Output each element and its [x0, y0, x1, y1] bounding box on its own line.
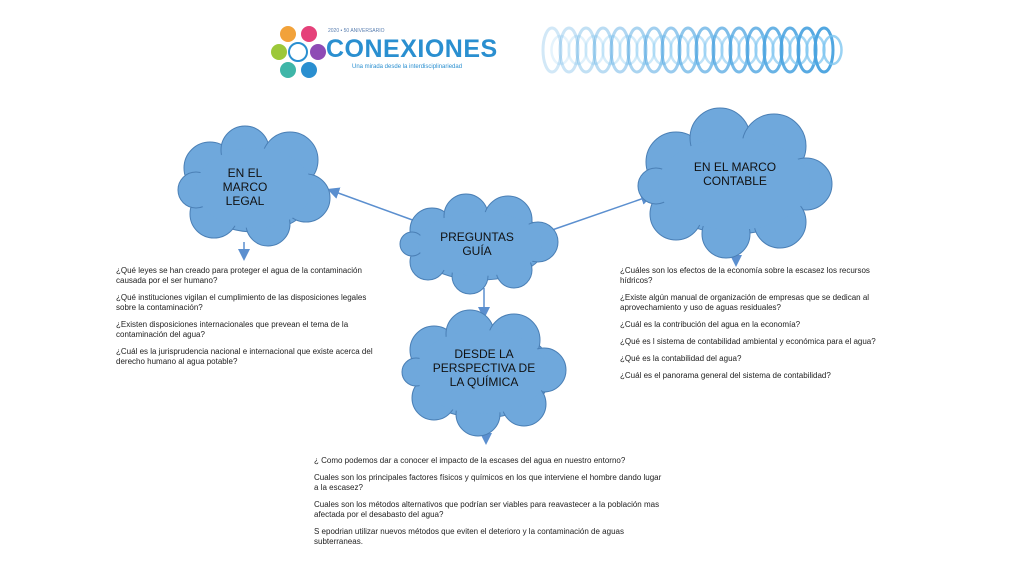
questions-legal [116, 266, 376, 374]
logo-mark-icon [271, 26, 326, 78]
arrow-to-legal [330, 190, 418, 222]
banner-chain-icon [543, 28, 842, 72]
question-item: ¿Existe algún manual de organización de empresas que se dedican al aprovechamiento y uso de aguas residuales? [620, 293, 870, 312]
question-item: ¿Cuál es la jurisprudencia nacional e internacional que existe acerca del derecho humano al agua potable? [116, 347, 373, 366]
logo-anniversary-text: 2020 • 50 ANIVERSARIO [328, 28, 385, 34]
questions-contable [620, 266, 876, 388]
node-guia-label: PREGUNTAS GUÍA [440, 230, 514, 258]
question-item: Cuales son los métodos alternativos que podrían ser viables para reavastecer a la población mas afectada por el desabasto del agua? [314, 500, 660, 519]
question-item: ¿ Como podemos dar a conocer el impacto de la escases del agua en nuestro entorno? [314, 456, 626, 465]
question-item: ¿Qué es la contabilidad del agua? [620, 354, 742, 363]
arrow-to-contable [552, 196, 650, 230]
logo-title: CONEXIONES [326, 35, 498, 63]
questions-quimica [314, 456, 664, 554]
question-item: ¿Cuáles son los efectos de la economía sobre la escasez los recursos hídricos? [620, 266, 870, 285]
question-item: ¿Qué es l sistema de contabilidad ambiental y económica para el agua? [620, 337, 876, 346]
question-item: ¿Cuál es el panorama general del sistema de contabilidad? [620, 371, 831, 380]
logo-tagline: Una mirada desde la interdisciplinariedad [352, 64, 463, 70]
question-item: S epodrian utilizar nuevos métodos que eviten el deterioro y la contaminación de aguas subterraneas. [314, 527, 624, 546]
node-contable-label: EN EL MARCO CONTABLE [693, 160, 777, 188]
question-item: ¿Qué leyes se han creado para proteger el agua de la contaminación causada por el ser humano? [116, 266, 362, 285]
node-legal-label: EN EL MARCO LEGAL [222, 166, 268, 208]
question-item: Cuales son los principales factores físicos y químicos en los que interviene el hombre dando lugar a la escasez? [314, 473, 662, 492]
node-quimica-label: DESDE LA PERSPECTIVA DE LA QUÍMICA [432, 347, 536, 389]
question-item: ¿Cuál es la contribución del agua en la economía? [620, 320, 801, 329]
question-item: ¿Qué instituciones vigilan el cumplimiento de las disposiciones legales sobre la contaminación? [116, 293, 367, 312]
question-item: ¿Existen disposiciones internacionales que prevean el tema de la contaminación del agua? [116, 320, 349, 339]
